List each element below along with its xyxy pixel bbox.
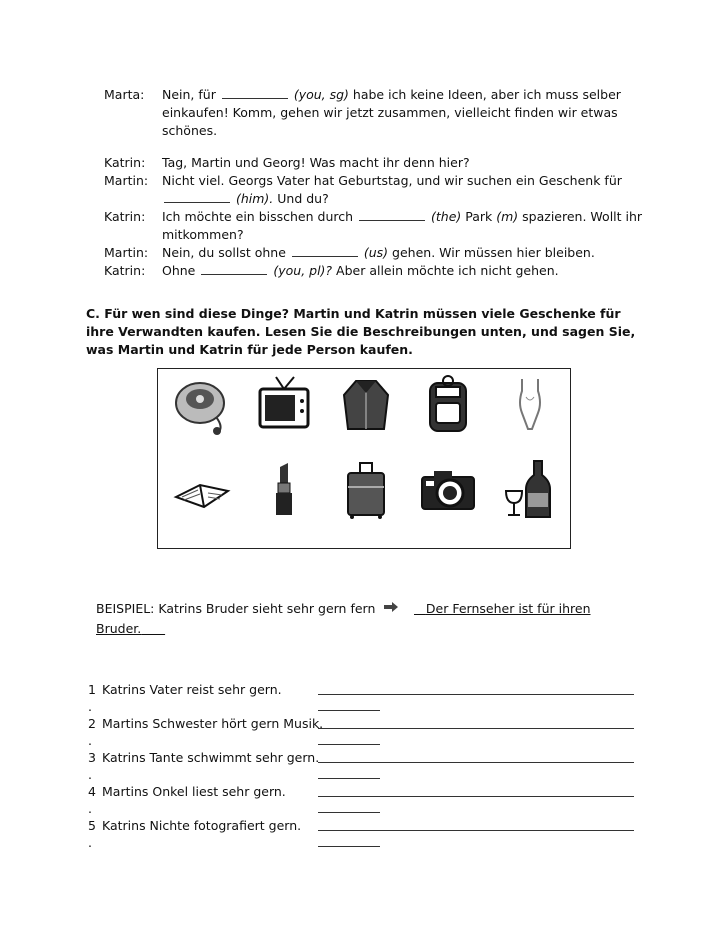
exercise-item: 3 . Katrins Tante schwimmt sehr gern. bbox=[88, 750, 648, 784]
answer-line[interactable] bbox=[318, 694, 634, 695]
dialogue-line: Marta: Nein, für (you, sg) habe ich keine Ideen, aber ich muss selber einkaufen! Komm, gehen wir jetzt zusammen, vielleicht finden wir etwas schönes. bbox=[104, 87, 621, 138]
item-text: Katrins Vater reist sehr gern. bbox=[102, 682, 282, 697]
answer-line[interactable] bbox=[318, 830, 634, 831]
exercise-item: 1 . Katrins Vater reist sehr gern. bbox=[88, 682, 648, 716]
fill-blank[interactable] bbox=[222, 87, 288, 99]
fill-blank[interactable] bbox=[359, 209, 425, 221]
book-icon bbox=[170, 457, 234, 521]
camera-icon bbox=[416, 457, 480, 521]
arrow-right-icon bbox=[383, 601, 399, 613]
lipstick-icon bbox=[252, 457, 316, 521]
exercise-item: 2 . Martins Schwester hört gern Musik. bbox=[88, 716, 648, 750]
swimsuit-icon bbox=[498, 373, 562, 437]
backpack-icon bbox=[416, 373, 480, 437]
exercise-item: 4 . Martins Onkel liest sehr gern. bbox=[88, 784, 648, 818]
answer-line-continued[interactable] bbox=[318, 812, 380, 813]
answer-line-continued[interactable] bbox=[318, 744, 380, 745]
exercise-items bbox=[88, 682, 648, 852]
wine-icon bbox=[498, 457, 562, 521]
item-text: Martins Schwester hört gern Musik. bbox=[102, 716, 324, 731]
dialogue-line: Katrin: Ich möchte ein bisschen durch (the) Park (m) spazieren. Wollt ihr mitkommen? bbox=[104, 209, 643, 242]
example-prompt: BEISPIEL: Katrins Bruder sieht sehr gern fern bbox=[96, 601, 376, 616]
fill-blank[interactable] bbox=[292, 245, 358, 257]
answer-line[interactable] bbox=[318, 728, 634, 729]
item-text: Katrins Tante schwimmt sehr gern. bbox=[102, 750, 320, 765]
cd-player-icon bbox=[170, 373, 234, 437]
fill-blank[interactable] bbox=[201, 263, 267, 275]
answer-line[interactable] bbox=[318, 796, 634, 797]
speaker: Martin: bbox=[104, 245, 149, 260]
answer-line-continued[interactable] bbox=[318, 846, 380, 847]
speaker: Katrin: bbox=[104, 155, 146, 170]
item-text: Martins Onkel liest sehr gern. bbox=[102, 784, 286, 799]
dialogue-line: Katrin: Tag, Martin und Georg! Was macht ihr denn hier? bbox=[104, 155, 470, 170]
speaker: Marta: bbox=[104, 87, 145, 102]
dialogue-line: Martin: Nicht viel. Georgs Vater hat Geburtstag, und wir suchen ein Geschenk für (him). Und du? bbox=[104, 173, 622, 206]
speaker: Martin: bbox=[104, 173, 149, 188]
picture-grid bbox=[157, 368, 571, 549]
example-answer-continued: Bruder. bbox=[96, 621, 142, 636]
example bbox=[96, 599, 616, 639]
section-c-instructions: C. Für wen sind diese Dinge? Martin und Katrin müssen viele Geschenke für ihre Verwandten kaufen. Lesen Sie die Beschreibungen unten, und sagen Sie, was Martin und Katrin für jede Person kaufen. bbox=[86, 306, 636, 357]
fill-blank[interactable] bbox=[164, 191, 230, 203]
dialogue bbox=[104, 86, 664, 280]
answer-line-continued[interactable] bbox=[318, 710, 380, 711]
answer-line-continued[interactable] bbox=[318, 778, 380, 779]
suitcase-icon bbox=[334, 457, 398, 521]
item-text: Katrins Nichte fotografiert gern. bbox=[102, 818, 302, 833]
speaker: Katrin: bbox=[104, 209, 146, 224]
answer-line[interactable] bbox=[318, 762, 634, 763]
television-icon bbox=[252, 373, 316, 437]
speaker: Katrin: bbox=[104, 263, 146, 278]
dialogue-line: Martin: Nein, du sollst ohne (us) gehen. Wir müssen hier bleiben. bbox=[104, 245, 595, 260]
dialogue-line: Katrin: Ohne (you, pl)? Aber allein möchte ich nicht gehen. bbox=[104, 263, 559, 278]
example-answer: Der Fernseher ist für ihren bbox=[425, 601, 591, 616]
exercise-item: 5 . Katrins Nichte fotografiert gern. bbox=[88, 818, 648, 852]
jacket-icon bbox=[334, 373, 398, 437]
